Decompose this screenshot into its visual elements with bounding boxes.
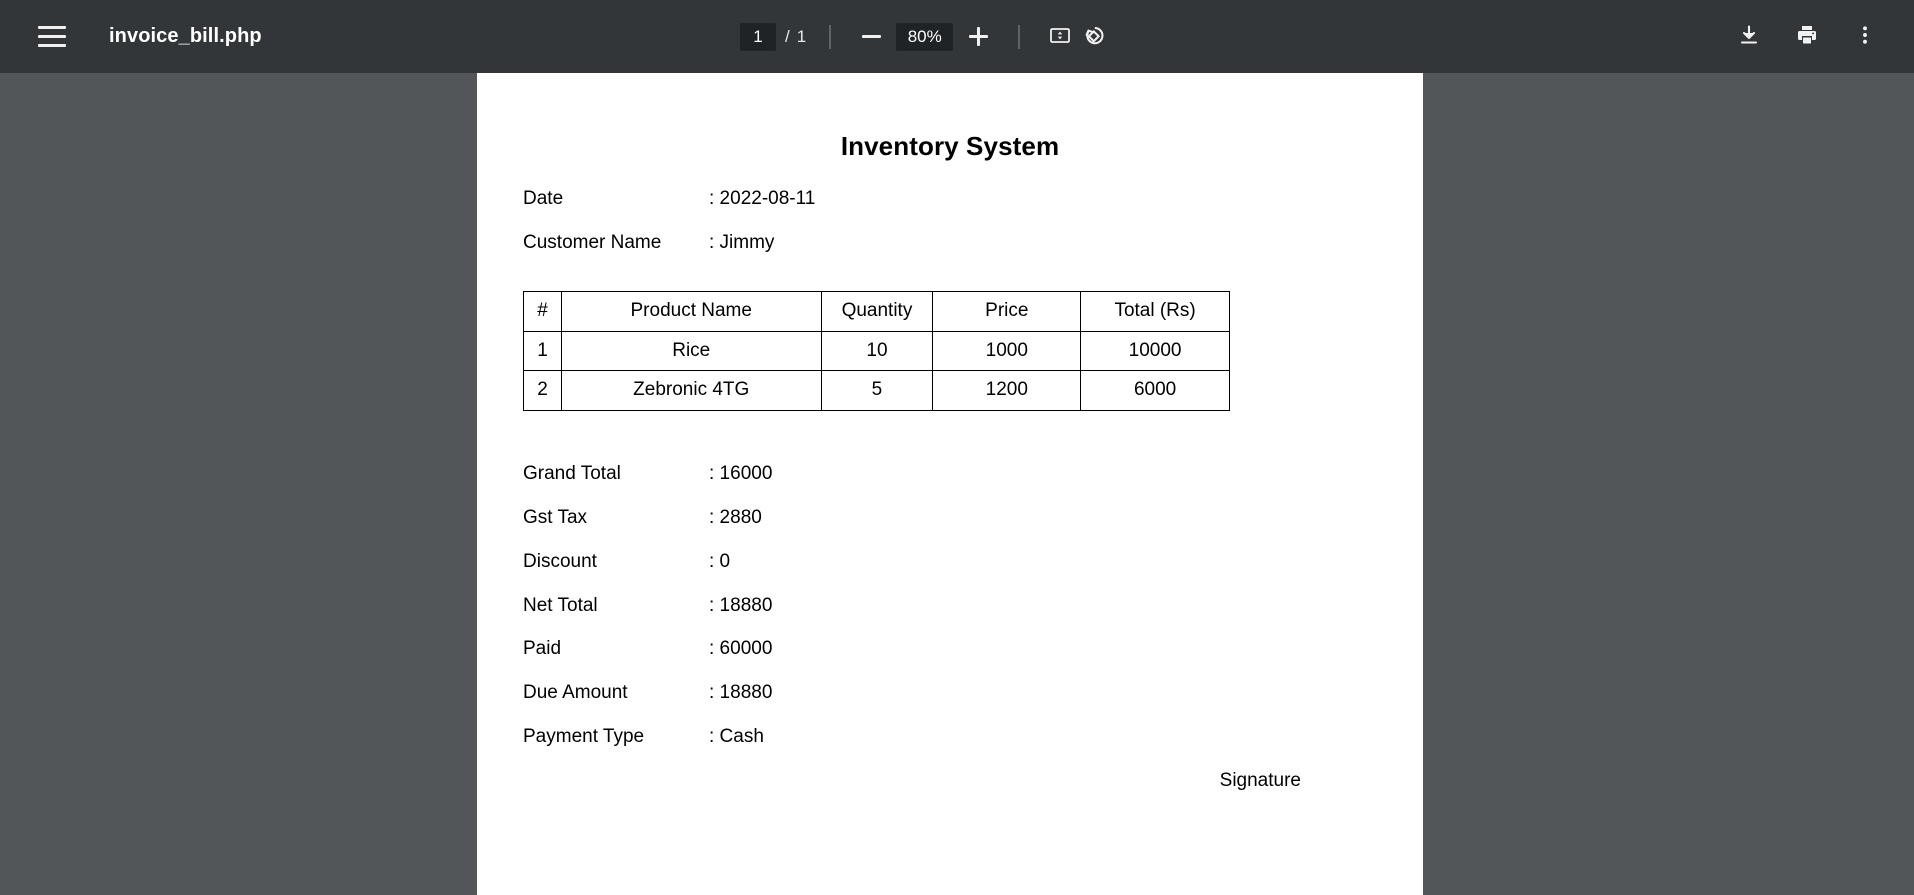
total-row-discount bbox=[523, 551, 1377, 574]
cell-index: 1 bbox=[524, 331, 562, 371]
print-icon bbox=[1795, 23, 1819, 50]
total-row-grand-total bbox=[523, 463, 1377, 486]
plus-icon bbox=[969, 27, 988, 46]
total-label: Gst Tax bbox=[523, 506, 588, 528]
cell-price: 1000 bbox=[933, 331, 1081, 371]
more-options-icon bbox=[1853, 23, 1877, 50]
page-separator: / bbox=[785, 26, 790, 46]
cell-quantity: 5 bbox=[821, 371, 933, 411]
zoom-out-button[interactable] bbox=[854, 20, 888, 54]
page-count-label: 1 bbox=[796, 26, 807, 46]
total-label: Paid bbox=[523, 638, 562, 660]
download-button[interactable] bbox=[1730, 18, 1768, 56]
print-button[interactable] bbox=[1788, 18, 1826, 56]
table-row bbox=[524, 371, 1230, 411]
hamburger-bar bbox=[38, 35, 66, 38]
meta-row-customer-name bbox=[523, 232, 1377, 255]
invoice-content bbox=[477, 73, 1423, 793]
cell-product: Rice bbox=[561, 331, 821, 371]
cell-quantity: 10 bbox=[821, 331, 933, 371]
hamburger-bar bbox=[38, 26, 66, 29]
column-header-index: # bbox=[524, 291, 562, 331]
table-header bbox=[524, 291, 1230, 331]
invoice-totals bbox=[523, 463, 1377, 749]
hamburger-menu-icon[interactable] bbox=[38, 26, 66, 47]
total-value: : 18880 bbox=[709, 594, 773, 616]
fit-to-page-button[interactable] bbox=[1043, 20, 1077, 54]
fit-to-page-icon bbox=[1048, 23, 1072, 50]
minus-icon bbox=[862, 35, 881, 38]
toolbar-right-group bbox=[1730, 0, 1884, 73]
cell-total: 6000 bbox=[1081, 371, 1230, 411]
total-row-gst-tax bbox=[523, 507, 1377, 530]
cell-total: 10000 bbox=[1081, 331, 1230, 371]
meta-value: : 2022-08-11 bbox=[709, 188, 816, 210]
meta-label: Date bbox=[523, 188, 564, 210]
page-title: Inventory System bbox=[840, 131, 1060, 161]
meta-row-date bbox=[523, 188, 1377, 211]
total-value: : 16000 bbox=[709, 463, 773, 485]
download-icon bbox=[1737, 23, 1761, 50]
zoom-in-button[interactable] bbox=[961, 20, 995, 54]
hamburger-bar bbox=[38, 44, 66, 47]
invoice-items-table bbox=[523, 291, 1230, 411]
column-header-product: Product Name bbox=[561, 291, 821, 331]
pdf-viewer-toolbar bbox=[0, 0, 1914, 73]
total-label: Grand Total bbox=[523, 463, 621, 485]
toolbar-left-group bbox=[0, 25, 262, 48]
total-value: : Cash bbox=[709, 725, 764, 747]
pdf-viewer-area[interactable] bbox=[0, 73, 1914, 895]
meta-value: : Jimmy bbox=[709, 231, 775, 253]
total-label: Net Total bbox=[523, 594, 598, 616]
signature-label: Signature bbox=[1219, 769, 1301, 791]
total-label: Discount bbox=[523, 550, 597, 572]
document-file-name: invoice_bill.php bbox=[109, 25, 262, 47]
rotate-counterclockwise-icon bbox=[1081, 22, 1107, 51]
rotate-counterclockwise-button[interactable] bbox=[1077, 20, 1111, 54]
more-options-button[interactable] bbox=[1846, 18, 1884, 56]
toolbar-center-group bbox=[740, 0, 1111, 73]
zoom-level-display[interactable]: 80% bbox=[896, 23, 953, 51]
toolbar-divider bbox=[1018, 25, 1020, 49]
total-label: Payment Type bbox=[523, 725, 645, 747]
table-row bbox=[524, 331, 1230, 371]
page-number-input[interactable] bbox=[740, 23, 776, 51]
column-header-quantity: Quantity bbox=[821, 291, 933, 331]
document-page bbox=[477, 73, 1423, 895]
table-body bbox=[524, 331, 1230, 411]
table-header-row bbox=[524, 291, 1230, 331]
total-value: : 60000 bbox=[709, 638, 773, 660]
total-row-net-total bbox=[523, 595, 1377, 618]
toolbar-divider bbox=[829, 25, 831, 49]
cell-price: 1200 bbox=[933, 371, 1081, 411]
total-value: : 18880 bbox=[709, 682, 773, 704]
total-row-due-amount bbox=[523, 682, 1377, 705]
total-value: : 0 bbox=[709, 550, 731, 572]
column-header-total: Total (Rs) bbox=[1081, 291, 1230, 331]
cell-index: 2 bbox=[524, 371, 562, 411]
column-header-price: Price bbox=[933, 291, 1081, 331]
total-value: : 2880 bbox=[709, 506, 762, 528]
cell-product: Zebronic 4TG bbox=[561, 371, 821, 411]
total-row-paid bbox=[523, 638, 1377, 661]
total-row-payment-type bbox=[523, 726, 1377, 749]
total-label: Due Amount bbox=[523, 682, 628, 704]
meta-label: Customer Name bbox=[523, 231, 662, 253]
